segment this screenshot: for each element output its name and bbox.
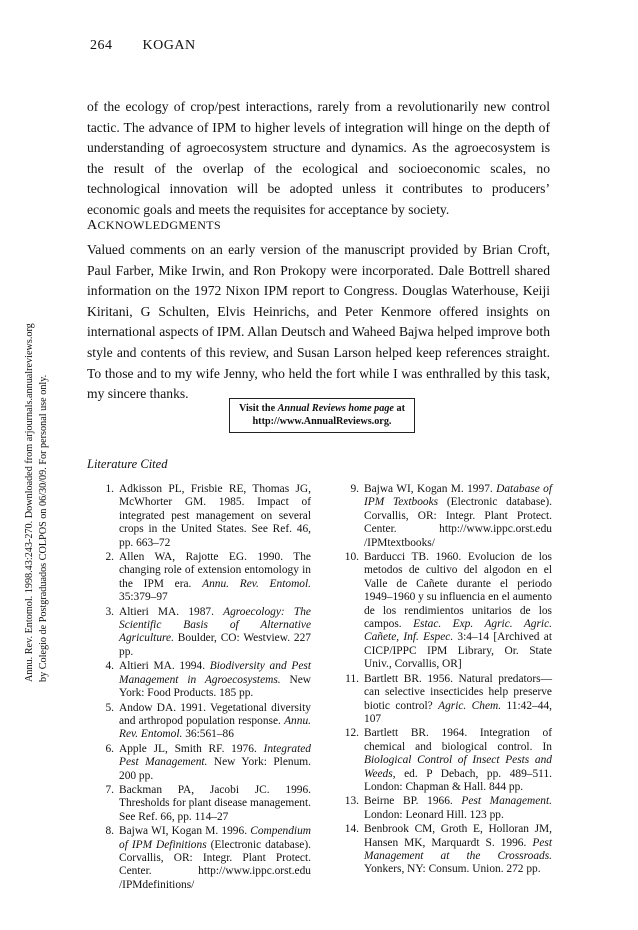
reference-text-part: 11:42–44, 107 [364, 699, 552, 725]
download-notice-line-2: by Colegio de Postgraduados COLPOS on 06/30/09. For personal use only. [38, 374, 49, 682]
reference-number: 14. [344, 823, 359, 836]
reference-text [119, 702, 311, 742]
reference-text-part: Bartlett BR. 1964. Integration of chemical and biological control. In [364, 727, 552, 753]
reference-text-part: Benbrook CM, Groth E, Holloran JM, Hansen MK, Marquardt S. 1996. [364, 823, 552, 849]
reference-item [333, 551, 552, 672]
reference-italic-title: Estac. Exp. Agric. Agric. Cañete, Inf. Espec. [364, 618, 552, 644]
reference-item [93, 660, 311, 700]
download-notice-line-1: Annu. Rev. Entomol. 1998.43:243-270. Downloaded from arjournals.annualreviews.org [24, 323, 35, 682]
reference-text [119, 606, 311, 660]
reference-text-part: Yonkers, NY: Consum. Union. 272 pp. [364, 863, 541, 876]
reference-text [364, 551, 552, 672]
reference-number: 7. [105, 783, 114, 796]
reference-item [93, 825, 311, 892]
visit-pre: Visit the [238, 403, 278, 414]
reference-text-part: , ed. P Debach, pp. 489–511. London: Chapman & Hall. 844 pp. [364, 767, 552, 793]
reference-number: 2. [105, 551, 114, 564]
reference-italic-title: Database of IPM Textbooks [364, 483, 552, 509]
reference-number: 11. [345, 672, 359, 685]
conclusion-paragraph: of the ecology of crop/pest interactions, rarely from a revolutionarily new control tactic. The advance of IPM to higher levels of integration will hinge on the depth of understanding of agroecosystem structure and dynamics. As the agroecosystem is the result of the overlap of the ecological and socioeconomic scales, no technological innovation will be adopted unless it contributes to producers’ economic goals and meets the requisites for acceptance by society. [87, 99, 550, 217]
reference-italic-title: Pest Management. [461, 795, 552, 808]
reference-text-part: Andow DA. 1991. Vegetational diversity and arthropod population response. [119, 701, 311, 727]
reference-item [93, 606, 311, 660]
reference-italic-title: Biodiversity and Pest Management in Agroecosystems. [119, 660, 311, 686]
reference-number: 5. [105, 701, 114, 714]
reference-item [93, 483, 311, 550]
reference-italic-title: Agroecology: The Scientific Basis of Alternative Agriculture. [119, 605, 311, 645]
page-number: 264 [90, 38, 113, 53]
reference-text [119, 551, 311, 605]
acknowledgments-paragraph: Valued comments on an early version of the manuscript provided by Brian Croft, Paul Farber, Mike Irwin, and Ron Prokopy were incorporated. Dale Bottrell shared information on the 1972 Nixon IPM report to Congress. Douglas Waterhouse, Keiji Kiritani, G Schulten, Elvis Heinrichs, and Peter Kenmore offered insights on international aspects of IPM. Allan Deutsch and Waheed Bajwa helped improve both style and contents of this review, and Susan Larson helped keep references straight. To those and to my wife Jenny, who held the fort while I was enthralled by this task, my sincere thanks. [87, 242, 550, 402]
references-column-left [93, 483, 311, 893]
reference-item [93, 551, 311, 605]
reference-text [364, 795, 552, 822]
acknowledgments-heading-rest: CKNOWLEDGMENTS [97, 218, 222, 232]
reference-text-part: Boulder, CO: Westview. 227 pp. [119, 632, 311, 658]
reference-italic-title: Pest Management at the Crossroads. [364, 836, 552, 862]
reference-text [119, 825, 311, 892]
reference-italic-title: Compendium of IPM Definitions [119, 825, 311, 851]
reference-text-part: (Electronic database). Corvallis, OR: Integr. Plant Protect. Center. http://www.ippc.orst.edu /IPMdefinitions/ [119, 838, 311, 891]
reference-text-part: (Electronic database). Corvallis, OR: Integr. Plant Protect. Center. http://www.ippc.orst.edu /IPMtextbooks/ [364, 496, 552, 549]
reference-text [364, 727, 552, 794]
reference-text-part: Bajwa WI, Kogan M. 1997. [364, 483, 497, 495]
reference-text [119, 483, 311, 550]
reference-text [119, 660, 311, 700]
reference-text-part: Barducci TB. 1960. Evolucion de los metodos de cultivo del algodon en el Valle de Cañete durante el periodo 1949–1960 y su influencia en el aumento de los rendimientos unitarios de los campos. [364, 551, 552, 631]
reference-text-part: Adkisson PL, Frisbie RE, Thomas JG, McWhorter GM. 1985. Impact of integrated pest management on several crops in the United States. See Ref. 46, pp. 663–72 [119, 483, 311, 549]
reference-number: 8. [105, 825, 114, 838]
reference-text-part: London: Leonard Hill. 123 pp. [364, 808, 504, 821]
reference-text-part: 36:561–86 [182, 728, 234, 741]
visit-post: at [393, 403, 406, 414]
reference-number: 13. [344, 795, 359, 808]
reference-number: 6. [105, 742, 114, 755]
reference-text-part: Altieri MA. 1994. [119, 660, 210, 673]
reference-italic-title: Annu. Rev. Entomol. [202, 577, 311, 590]
reference-text [364, 823, 552, 877]
reference-item [93, 743, 311, 783]
reference-italic-title: Integrated Pest Management. [119, 742, 311, 769]
reference-text-part: Apple JL, Smith RF. 1976. [119, 742, 264, 755]
reference-text [364, 673, 552, 727]
visit-annual-reviews-box [229, 398, 415, 433]
reference-text-part: Backman PA, Jacobi JC. 1996. Thresholds for plant disease management. See Ref. 66, pp. 114–27 [119, 783, 312, 823]
reference-text-part: Altieri MA. 1987. [119, 605, 224, 618]
reference-text-part: 35:379–97 [119, 591, 168, 604]
reference-italic-title: Agric. Chem. [438, 699, 502, 712]
reference-text [364, 483, 552, 550]
visit-home-page-label: Annual Reviews home page [277, 403, 394, 414]
reference-text-part: Bartlett BR. 1956. Natural predators—can selective insecticides help preserve biotic control? [364, 672, 552, 712]
reference-number: 12. [344, 727, 359, 740]
reference-italic-title: Biological Control of Insect Pests and Weeds [364, 754, 552, 780]
reference-text-part: Bajwa WI, Kogan M. 1996. [119, 825, 251, 838]
acknowledgments-heading [87, 218, 221, 234]
reference-item [333, 483, 552, 550]
acknowledgments-heading-initial: A [87, 218, 98, 233]
reference-text [119, 743, 311, 783]
reference-italic-title: Annu. Rev. Entomol. [119, 714, 311, 741]
reference-item [333, 727, 552, 794]
reference-item [93, 702, 311, 742]
reference-item [333, 823, 552, 877]
running-header [90, 38, 196, 54]
reference-text-part: 3:4–14 [Archived at CICP/IPPC IPM Library, Or. State Univ., Corvallis, OR] [364, 631, 552, 671]
reference-number: 10. [344, 551, 359, 564]
reference-text-part: New York: Plenum. 200 pp. [119, 756, 311, 782]
reference-item [93, 784, 311, 824]
reference-item [333, 673, 552, 727]
references-column-right [333, 483, 552, 878]
reference-text-part: Allen WA, Rajotte EG. 1990. The changing role of extension entomology in the IPM era. [119, 551, 311, 590]
reference-number: 3. [105, 605, 114, 618]
reference-number: 4. [105, 660, 114, 673]
visit-url-link[interactable]: http://www.AnnualReviews.org. [252, 416, 392, 427]
reference-number: 1. [105, 483, 114, 495]
reference-item [333, 795, 552, 822]
reference-text-part: Beirne BP. 1966. [364, 795, 462, 808]
running-author: KOGAN [142, 38, 196, 53]
download-notice [23, 242, 51, 682]
reference-text-part: New York: Food Products. 185 pp. [119, 673, 311, 700]
reference-number: 9. [350, 483, 359, 495]
literature-cited-heading: Literature Cited [87, 457, 168, 471]
reference-text [119, 784, 311, 824]
